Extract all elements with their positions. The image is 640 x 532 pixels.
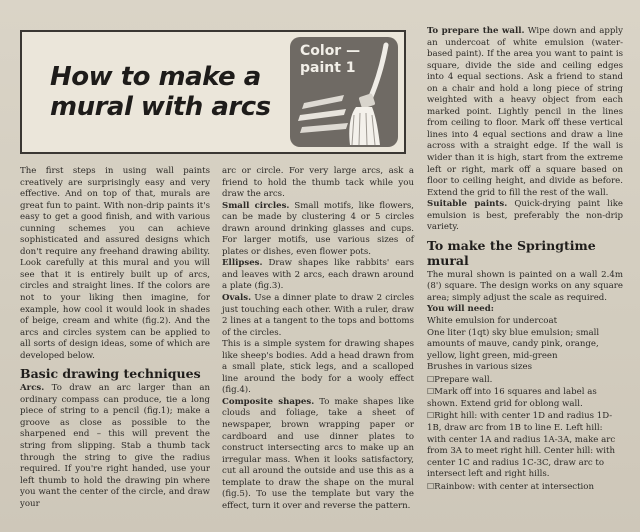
arcs-label: Arcs. <box>20 383 45 394</box>
ovals-label: Ovals. <box>222 293 252 304</box>
arcs-continued: arc or circle. For very large arcs, ask a friend to hold the thumb tack while you draw the arcs. <box>222 166 414 200</box>
material-item: Brushes in various sizes <box>427 362 533 373</box>
step-item: ☐Rainbow: with center at intersection <box>427 481 594 492</box>
steps-list <box>427 374 623 493</box>
checkbox-icon: ☐ <box>427 387 435 397</box>
ovals-text: Use a dinner plate to draw 2 circles just touching each other. With a ruler, draw 2 lines at a tangent to the tops and bottoms of the circles. <box>222 293 414 338</box>
checkbox-icon: ☐ <box>427 411 435 421</box>
section-heading-springtime: To make the Springtime mural <box>427 237 596 268</box>
system-paragraph: This is a simple system for drawing shapes like sheep's bodies. Add a head drawn from a small plate, stick legs, and a scalloped line around the body for a wooly effect (fig.4). <box>222 339 414 396</box>
composite-paragraph <box>222 397 414 512</box>
ellipses-paragraph <box>222 258 414 293</box>
small-circles-text: Small motifs, like flowers, can be made by clustering 4 or 5 circles drawn around drinking glasses and cups. For larger motifs, use various sizes of plates or dishes, even flower pots. <box>222 200 414 257</box>
small-circles-paragraph <box>222 201 414 259</box>
series-badge <box>290 37 398 147</box>
materials-list <box>427 304 623 373</box>
materials-heading: You will need: <box>427 304 494 315</box>
prepare-text: Wipe down and apply an undercoat of white emulsion (water-based paint). If the area you want to paint is square, divide the side and ceiling edges into 4 equal sections. Ask a friend to stand on a chair and hold a long piece of string weighted with a heavy object from each marked point. Lightly pencil in the lines from ceiling to floor. Mark off these vertical lines into 4 equal sections and draw a line across with a straight edge. If the wall is wider than it is high, start from the extreme left or right, mark off a square based on floor to ceiling height, and divide as before. Extend the grid to fill the rest of the wall. <box>427 26 623 198</box>
material-item: White emulsion for undercoat <box>427 316 558 327</box>
column-2 <box>222 166 414 512</box>
suitable-label: Suitable paints. <box>427 199 508 210</box>
arcs-paragraph <box>20 383 210 510</box>
prepare-paragraph <box>427 26 623 199</box>
title-banner <box>20 30 406 154</box>
ovals-paragraph <box>222 293 414 339</box>
ellipses-text: Draw shapes like rabbits' ears and leaves with 2 arcs, each drawn around a plate (fig.3). <box>222 258 414 292</box>
column-1 <box>20 166 210 510</box>
composite-label: Composite shapes. <box>222 396 315 407</box>
suitable-text: Quick-drying paint like emulsion is best, preferably the non-drip variety. <box>427 199 623 233</box>
material-item: One liter (1qt) sky blue emulsion; small amounts of mauve, candy pink, orange, yellow, light green, mid-green <box>427 327 600 361</box>
suitable-paragraph <box>427 199 623 234</box>
composite-text: To make shapes like clouds and foliage, take a sheet of newspaper, brown wrapping paper or cardboard and use dinner plates to construct intersecting arcs to make up an irregular mass. When it looks satisfactory, cut all around the outside and use this as a template to draw the shape on the mural (fig.5). To use the template but vary the effect, turn it over and reverse the pattern. <box>222 396 414 511</box>
prepare-label: To prepare the wall. <box>427 26 525 36</box>
mural-paragraph: The mural shown is painted on a wall 2.4m (8') square. The design works on any square area; simply adjust the scale as required. <box>427 269 623 303</box>
checkbox-icon: ☐ <box>427 374 435 384</box>
article-title: How to make a mural with arcs <box>50 62 271 122</box>
arcs-text: To draw an arc larger than an ordinary compass can produce, tie a long piece of string to a pencil (fig.1); make a groove as close as possible to the sharpened end – this will prevent the string from slipping. Stab a thumb tack through the string to give the radius required. If you're right handed, use your left thumb to hold the drawing pin where you want the center of the circle, and draw your <box>20 383 210 509</box>
step-item: ☐Mark off into 16 squares and label as shown. Extend grid for oblong wall. <box>427 387 597 409</box>
series-label: Color — paint 1 <box>300 43 361 76</box>
step-item: ☐Right hill: with center 1D and radius 1D-1B, draw arc from 1B to line E. Left hill: with center 1A and radius 1A-3A, make arc from 3A to meet right hill. Center hill: with center 1C and radius 1C-3C, draw arc to intersect left and right hills. <box>427 411 616 480</box>
column-3 <box>427 26 623 493</box>
step-item: ☐Prepare wall. <box>427 374 493 385</box>
small-circles-label: Small circles. <box>222 200 290 211</box>
intro-paragraph: The first steps in using wall paints creatively are surprisingly easy and very effective. And on top of that, murals are great fun to paint. With non-drip paints it's easy to get a good finish, and with various cunning schemes you can achieve sophisticated and assured designs which don't require any freehand drawing ability. Look carefully at this mural and you will see that it is entirely built up of arcs, circles and straight lines. If the colors are not to your liking then imagine, for example, how cool it would look in shades of beige, cream and white (fig.2). And the arcs and circles system can be applied to all sorts of design ideas, some of which are developed below. <box>20 166 210 361</box>
checkbox-icon: ☐ <box>427 481 435 491</box>
ellipses-label: Ellipses. <box>222 258 263 269</box>
section-heading-basic-drawing: Basic drawing techniques <box>20 366 201 382</box>
